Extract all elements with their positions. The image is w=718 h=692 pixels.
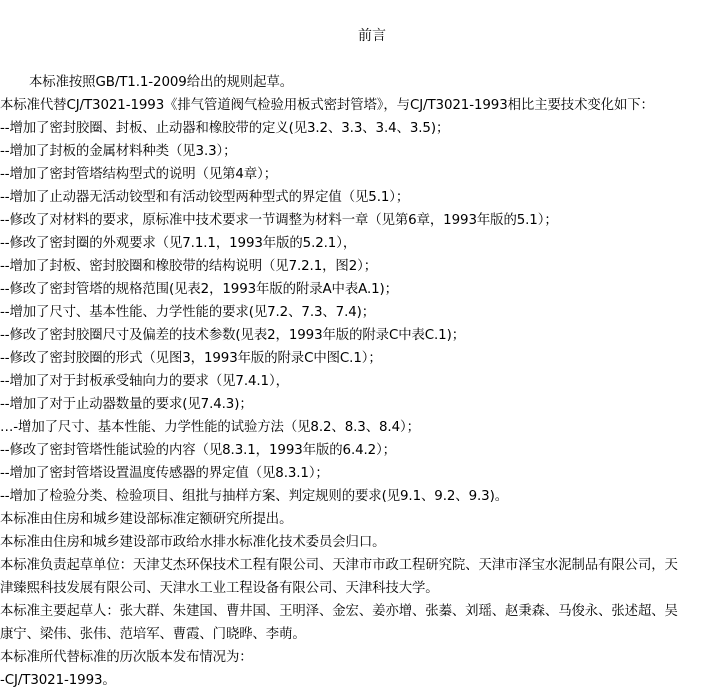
- document-body: [0, 71, 718, 692]
- body-line-2: 本标准代替CJ/T3021-1993《排气管道阀气检验用板式密封管塔》，与CJ/T3021-1993相比主要技术变化如下：: [0, 98, 654, 113]
- body-line-1: 本标准按照GB/T1.1-2009给出的规则起草。: [29, 75, 294, 90]
- body-line-21: 本标准由住房和城乡建设部市政给水排水标准化技术委员会归口。: [0, 535, 386, 550]
- body-line-12: --修改了密封胶圈尺寸及偏差的技术参数(见表2，1993年版的附录C中表C.1)；: [0, 328, 466, 343]
- body-line-3: --增加了密封胶圈、封板、止动器和橡胶带的定义(见3.2、3.3、3.4、3.5)；: [0, 121, 450, 136]
- body-line-8: --修改了密封圈的外观要求（见7.1.1，1993年版的5.2.1），: [0, 236, 357, 251]
- body-line-19: --增加了检验分类、检验项目、组批与抽样方案、判定规则的要求(见9.1、9.2、9.3)。: [0, 489, 508, 504]
- body-line-14: --增加了对于封板承受轴向力的要求（见7.4.1），: [0, 374, 289, 389]
- body-line-18: --增加了密封管塔设置温度传感器的界定值（见8.3.1）；: [0, 466, 329, 481]
- body-line-15: --增加了对于止动器数量的要求(见7.4.3)；: [0, 397, 253, 412]
- body-line-17: --修改了密封管塔性能试验的内容（见8.3.1，1993年版的6.4.2）；: [0, 443, 396, 458]
- body-line-16: …-增加了尺寸、基本性能、力学性能的试验方法（见8.2、8.3、8.4）；: [0, 420, 420, 435]
- body-line-20: 本标准由住房和城乡建设部标准定额研究所提出。: [0, 512, 293, 527]
- body-line-6: --增加了止动器无活动铰型和有活动铰型两种型式的界定值（见5.1）；: [0, 190, 410, 205]
- body-line-25: 康宁、梁伟、张伟、范培军、曹霞、门晓晔、李萌。: [0, 627, 306, 642]
- body-line-5: --增加了密封管塔结构型式的说明（见第4章）；: [0, 167, 277, 182]
- body-line-23: 津臻熙科技发展有限公司、天津水工业工程设备有限公司、天津科技大学。: [0, 581, 439, 596]
- page-title: 前言: [358, 28, 386, 44]
- body-line-4: --增加了封板的金属材料种类（见3.3）；: [0, 144, 237, 159]
- body-line-22: 本标准负责起草单位：天津艾杰环保技术工程有限公司、天津市市政工程研究院、天津市泽宝水泥制品有限公司，天: [0, 558, 678, 573]
- body-line-11: --增加了尺寸、基本性能、力学性能的要求(见7.2、7.3、7.4)；: [0, 305, 376, 320]
- body-line-10: --修改了密封管塔的规格范围(见表2，1993年版的附录A中表A.1)；: [0, 282, 398, 297]
- body-line-7: --修改了对材料的要求，原标准中技术要求一节调整为材料一章（见第6章，1993年版的5.1）；: [0, 213, 558, 228]
- body-line-27: -CJ/T3021-1993。: [0, 673, 116, 688]
- body-line-26: 本标准所代替标准的历次版本发布情况为：: [0, 650, 253, 665]
- body-line-24: 本标准主要起草人：张大群、朱建国、曹井国、王明泽、金宏、姜亦增、张蓁、刘瑶、赵秉森、马俊永、张述超、吴: [0, 604, 678, 619]
- body-line-13: --修改了密封胶圈的形式（见图3，1993年版的附录C中图C.1）；: [0, 351, 382, 366]
- body-line-9: --增加了封板、密封胶圈和橡胶带的结构说明（见7.2.1，图2）；: [0, 259, 378, 274]
